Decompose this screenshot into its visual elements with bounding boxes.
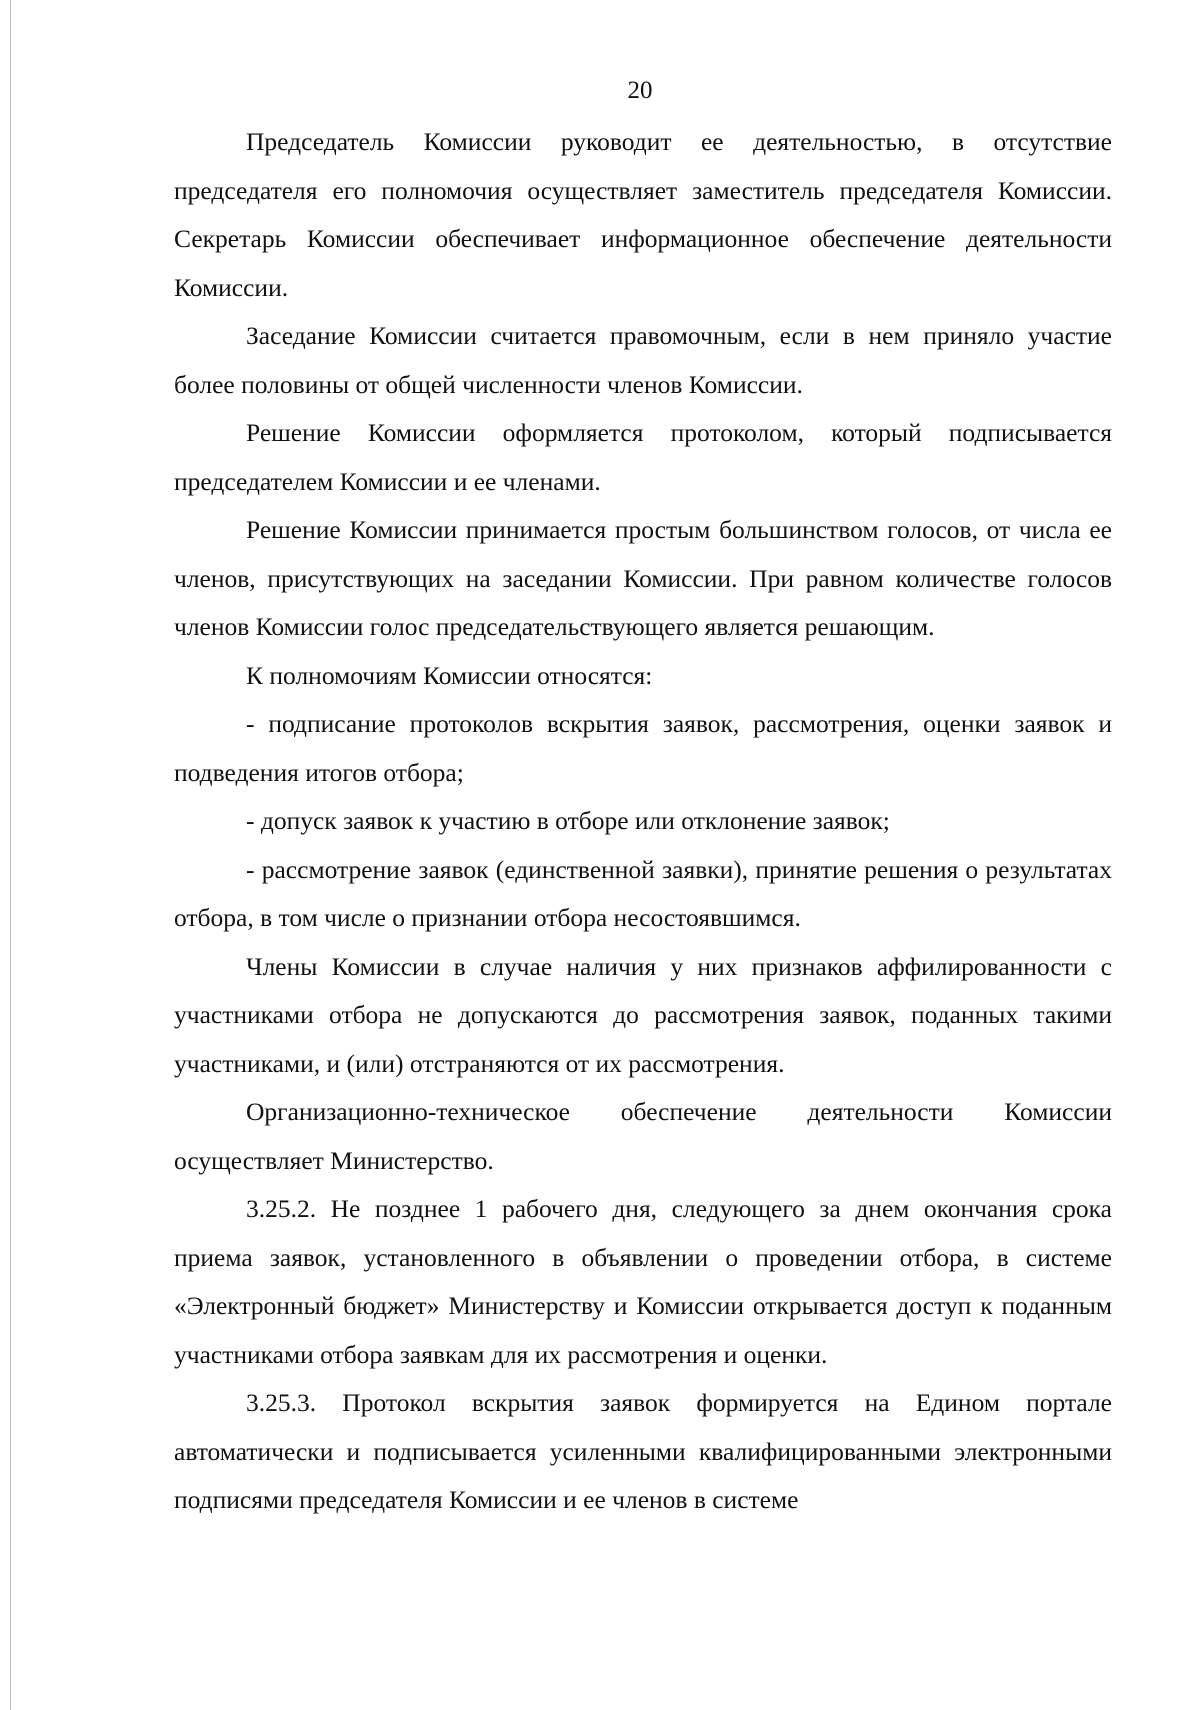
paragraph-3-25-2: 3.25.2. Не позднее 1 рабочего дня, следующего за днем окончания срока приема заявок, установленного в объявлении о проведении отбора, в системе «Электронный бюджет» Министерству и Комиссии открывается доступ к поданным участниками отбора заявкам для их рассмотрения и оценки. [174, 1194, 1112, 1369]
list-item-admission: - допуск заявок к участию в отборе или отклонение заявок; [246, 806, 890, 835]
list-item-review: - рассмотрение заявок (единственной заявки), принятие решения о результатах отбора, в том числе о признании отбора несостоявшимся. [174, 854, 1112, 932]
paragraph-chairman-duties: Председатель Комиссии руководит ее деятельностью, в отсутствие председателя его полномочия осуществляет заместитель председателя Комиссии. Секретарь Комиссии обеспечивает информационное обеспечение деятельности Комиссии. [174, 127, 1112, 302]
document-body [174, 118, 1112, 1525]
paragraph-affiliation: Члены Комиссии в случае наличия у них признаков аффилированности с участниками отбора не допускаются до рассмотрения заявок, поданных такими участниками, и (или) отстраняются от их рассмотрения. [174, 951, 1112, 1078]
paragraph-majority-vote: Решение Комиссии принимается простым большинством голосов, от числа ее членов, присутствующих на заседании Комиссии. При равном количестве голосов членов Комиссии голос председательствующего является решающим. [174, 515, 1112, 641]
paragraph-quorum: Заседание Комиссии считается правомочным, если в нем приняло участие более половины от общей численности членов Комиссии. [174, 321, 1112, 399]
page-number: 20 [627, 77, 653, 104]
paragraph-technical-support: Организационно-техническое обеспечение деятельности Комиссии осуществляет Министерство. [174, 1097, 1112, 1175]
list-item-signing-protocols: - подписание протоколов вскрытия заявок, рассмотрения, оценки заявок и подведения итогов отбора; [174, 709, 1112, 787]
paragraph-protocol-signing: Решение Комиссии оформляется протоколом, который подписывается председателем Комиссии и ее членами. [174, 418, 1112, 496]
paragraph-3-25-3: 3.25.3. Протокол вскрытия заявок формируется на Едином портале автоматически и подписывается усиленными квалифицированными электронными подписями председателя Комиссии и ее членов в системе [174, 1388, 1112, 1514]
paragraph-powers-heading: К полномочиям Комиссии относятся: [246, 660, 653, 690]
scan-edge-line [10, 0, 11, 1710]
